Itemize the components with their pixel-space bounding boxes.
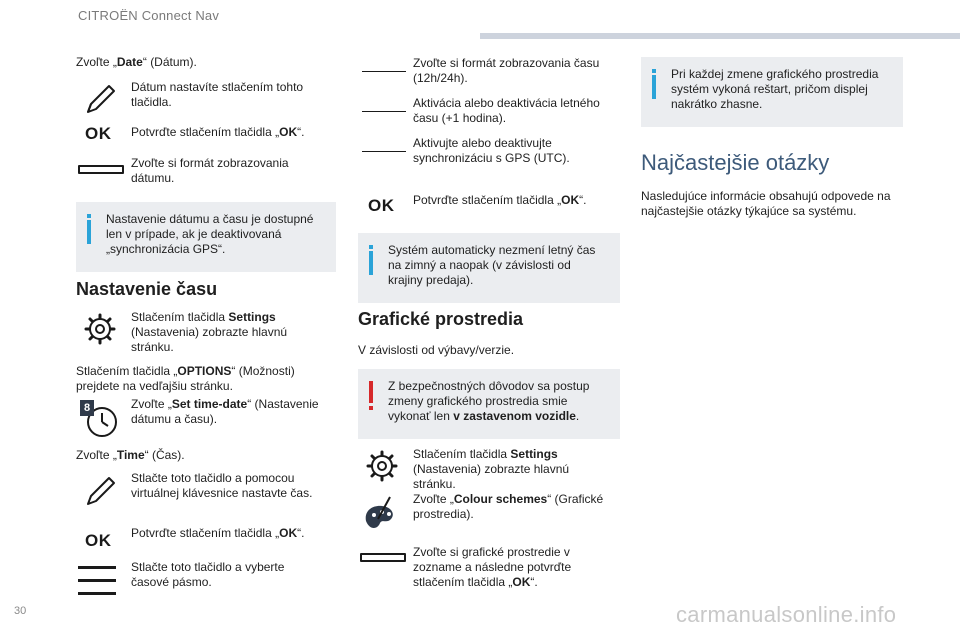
warning-note: Z bezpečnostných dôvodov sa postup zmeny grafického prostredia smie vykonať len v zastavenom vozidle. bbox=[358, 369, 620, 439]
gear-icon bbox=[366, 450, 398, 482]
date-format-text: Zvoľte si formát zobrazovania dátumu. bbox=[131, 156, 289, 185]
info-note-restart: Pri každej zmene grafického prostredia systém vykoná reštart, pričom displej nakrátko zhasne. bbox=[641, 57, 903, 127]
date-confirm-text: Potvrďte stlačením tlačidla „OK“. bbox=[131, 125, 305, 139]
version-paragraph: V závislosti od výbavy/verzie. bbox=[358, 343, 515, 357]
faq-intro-paragraph: Nasledujúce informácie obsahujú odpovede na najčastejšie otázky týkajúce sa systému. bbox=[641, 189, 891, 218]
colour-schemes-text: Zvoľte „Colour schemes“ (Grafické prostredia). bbox=[413, 492, 604, 521]
time-set-text: Stlačte toto tlačidlo a pomocou virtuálnej klávesnice nastavte čas. bbox=[131, 471, 313, 500]
option-line-icon bbox=[362, 71, 406, 72]
pencil-icon bbox=[84, 474, 118, 508]
page-number: 30 bbox=[14, 605, 27, 617]
header-title: CITROËN Connect Nav bbox=[78, 8, 220, 23]
summer-time-text: Aktivácia alebo deaktivácia letného času (+1 hodina). bbox=[413, 96, 600, 125]
time-format-text: Zvoľte si formát zobrazovania času (12h/24h). bbox=[413, 56, 600, 85]
format-bar-icon bbox=[78, 165, 124, 174]
settings-text: Stlačením tlačidla Settings (Nastavenia) zobrazte hlavnú stránku. bbox=[131, 310, 288, 354]
warning-icon bbox=[369, 381, 373, 411]
info-note-date: Nastavenie dátumu a času je dostupné len v prípade, ak je deaktivovaná „synchronizácia GPS“. bbox=[76, 202, 336, 272]
ok-icon: OK bbox=[85, 124, 112, 143]
palette-icon bbox=[360, 493, 402, 535]
time-confirm-text: Potvrďte stlačením tlačidla „OK“. bbox=[131, 526, 305, 540]
set-time-date-text: Zvoľte „Set time-date“ (Nastavenie dátumu a času). bbox=[131, 397, 319, 426]
gps-confirm-text: Potvrďte stlačením tlačidla „OK“. bbox=[413, 193, 587, 207]
ok-icon: OK bbox=[368, 196, 395, 215]
option-line-icon bbox=[362, 151, 406, 152]
format-bar-icon bbox=[360, 553, 406, 562]
option-line-icon bbox=[362, 111, 406, 112]
options-paragraph: Stlačením tlačidla „OPTIONS“ (Možnosti) prejdete na vedľajšiu stránku. bbox=[76, 364, 295, 393]
gear-icon bbox=[84, 313, 116, 345]
section-heading-themes: Grafické prostredia bbox=[358, 309, 524, 329]
info-icon bbox=[369, 245, 373, 275]
choose-theme-text: Zvoľte si grafické prostredie v zozname a následne potvrďte stlačením tlačidla „OK“. bbox=[413, 545, 572, 589]
info-note-summer: Systém automaticky nezmení letný čas na zimný a naopak (v závislosti od krajiny predaja). bbox=[358, 233, 620, 303]
date-paragraph: Zvoľte „Date“ (Dátum). bbox=[76, 55, 197, 69]
pencil-icon bbox=[84, 82, 118, 116]
gps-sync-text: Aktivujte alebo deaktivujte synchronizáciu s GPS (UTC). bbox=[413, 136, 570, 165]
timezone-text: Stlačte toto tlačidlo a vyberte časové pásmo. bbox=[131, 560, 285, 589]
watermark: carmanualsonline.info bbox=[676, 602, 897, 627]
info-icon bbox=[652, 69, 656, 99]
section-heading-faq: Najčastejšie otázky bbox=[641, 150, 830, 175]
date-set-text: Dátum nastavíte stlačením tohto tlačidla. bbox=[131, 80, 304, 109]
ok-icon: OK bbox=[85, 531, 112, 550]
time-paragraph: Zvoľte „Time“ (Čas). bbox=[76, 448, 185, 462]
step-badge: 8 bbox=[80, 400, 94, 416]
themes-settings-text: Stlačením tlačidla Settings (Nastavenia) zobrazte hlavnú stránku. bbox=[413, 447, 570, 491]
clock-settings-icon bbox=[80, 400, 120, 440]
header-bar bbox=[480, 33, 960, 39]
info-icon bbox=[87, 214, 91, 244]
list-icon bbox=[78, 564, 118, 598]
section-heading-time: Nastavenie času bbox=[76, 279, 218, 299]
